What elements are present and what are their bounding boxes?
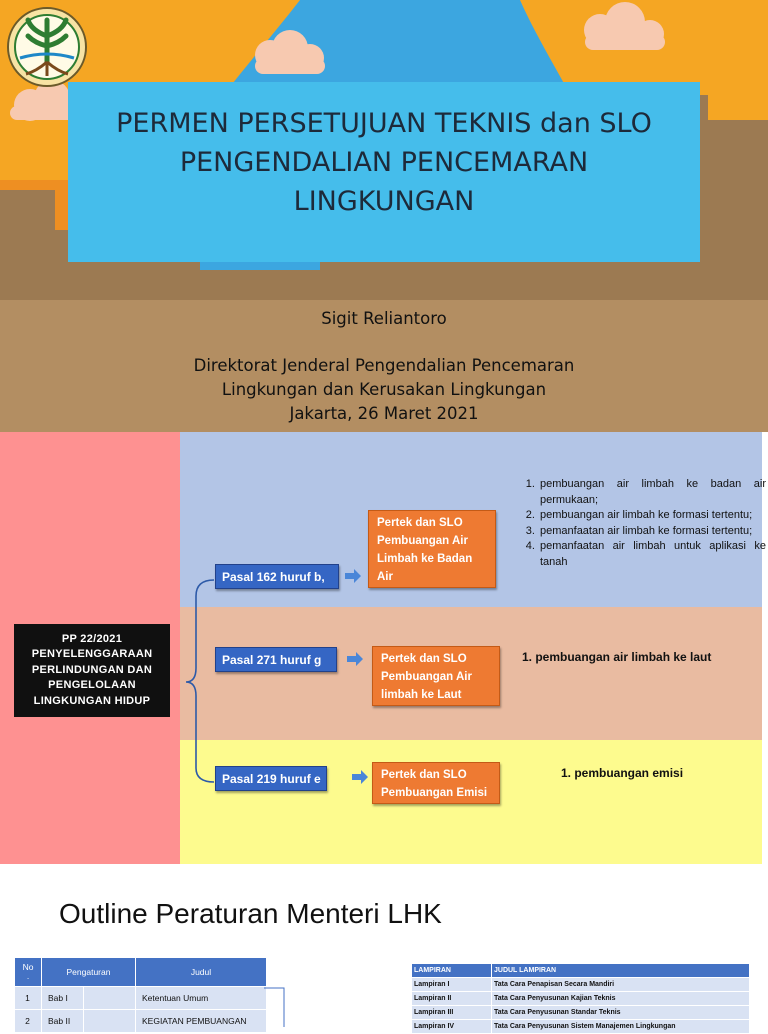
sea-discharge-item: 1. pembuangan air limbah ke laut bbox=[522, 650, 712, 664]
title-line: PERMEN PERSETUJUAN TEKNIS dan SLO bbox=[116, 108, 652, 139]
pasal-162-box: Pasal 162 huruf b, bbox=[215, 564, 339, 589]
pertek-line: Pembuangan Emisi bbox=[381, 787, 488, 799]
pp-22-2021-box bbox=[14, 624, 170, 717]
pp-box-line: PENYELENGGARAAN bbox=[31, 648, 153, 661]
column-header: LAMPIRAN bbox=[412, 964, 492, 978]
table-cell: Lampiran II bbox=[412, 992, 492, 1006]
pertek-line: Air bbox=[377, 571, 393, 583]
table-cell: Tata Cara Penapisan Secara Mandiri bbox=[492, 978, 750, 992]
outline-slide bbox=[0, 864, 768, 1030]
table-cell: KEGIATAN PEMBUANGAN bbox=[136, 1010, 267, 1033]
pp-box-line: PP 22/2021 bbox=[61, 632, 123, 645]
table-cell: Lampiran I bbox=[412, 978, 492, 992]
table-header-row bbox=[412, 964, 750, 978]
organization-line: Lingkungan dan Kerusakan Lingkungan bbox=[221, 380, 547, 399]
table-cell: 1 bbox=[15, 987, 42, 1010]
presentation-date: Jakarta, 26 Maret 2021 bbox=[289, 404, 479, 423]
table-header-row bbox=[15, 958, 267, 987]
bracket-connector bbox=[262, 987, 288, 1027]
pertek-sea-box bbox=[372, 646, 500, 706]
table-row bbox=[412, 1006, 750, 1020]
table-row bbox=[412, 992, 750, 1006]
column-header: Pengaturan bbox=[42, 958, 136, 987]
pertek-line: Pertek dan SLO bbox=[381, 653, 467, 665]
pertek-line: Limbah ke Badan bbox=[377, 553, 473, 565]
list-item: 1. pembuangan air limbah ke badan air permukaan; bbox=[538, 477, 766, 508]
table-row bbox=[412, 978, 750, 992]
table-cell: Bab II bbox=[42, 1010, 84, 1033]
column-header: JUDUL LAMPIRAN bbox=[492, 964, 750, 978]
list-item: 2. pembuangan air limbah ke formasi tertentu; bbox=[538, 508, 766, 524]
title-line: PENGENDALIAN PENCEMARAN bbox=[179, 147, 589, 178]
arrow-right-icon bbox=[345, 569, 361, 583]
presentation-title bbox=[68, 104, 700, 221]
organization-line: Direktorat Jenderal Pengendalian Pencemaran bbox=[193, 356, 575, 375]
table-cell: Tata Cara Penyusunan Standar Teknis bbox=[492, 1006, 750, 1020]
table-cell: Tata Cara Penyusunan Sistem Manajemen Lingkungan bbox=[492, 1020, 750, 1034]
outline-title: Outline Peraturan Menteri LHK bbox=[59, 898, 442, 929]
pertek-line: Pertek dan SLO bbox=[377, 517, 463, 529]
pertek-water-box bbox=[368, 510, 496, 588]
pertek-line: limbah ke Laut bbox=[381, 689, 462, 701]
pp-box-line: PERLINDUNGAN DAN bbox=[31, 663, 153, 676]
pertek-line: Pertek dan SLO bbox=[381, 769, 467, 781]
table-cell: 2 bbox=[15, 1010, 42, 1033]
outline-table bbox=[14, 957, 267, 1033]
table-row bbox=[15, 1010, 267, 1033]
pertek-emission-box bbox=[372, 762, 500, 804]
regulation-diagram-slide bbox=[0, 432, 768, 864]
table-cell: Ketentuan Umum bbox=[136, 987, 267, 1010]
column-header: Judul bbox=[136, 958, 267, 987]
emission-item: 1. pembuangan emisi bbox=[561, 766, 684, 780]
title-line: LINGKUNGAN bbox=[293, 186, 475, 217]
pasal-219-box: Pasal 219 huruf e bbox=[215, 766, 327, 791]
pasal-271-box: Pasal 271 huruf g bbox=[215, 647, 337, 672]
arrow-right-icon bbox=[347, 652, 363, 666]
table-row bbox=[15, 987, 267, 1010]
author-name: Sigit Reliantoro bbox=[321, 309, 447, 328]
table-cell: Bab I bbox=[42, 987, 84, 1010]
pp-box-line: PENGELOLAAN bbox=[48, 679, 136, 692]
list-item: 3. pemanfaatan air limbah ke formasi tertentu; bbox=[538, 524, 766, 540]
pertek-line: Pembuangan Air bbox=[377, 535, 468, 547]
table-cell: Lampiran IV bbox=[412, 1020, 492, 1034]
table-row bbox=[412, 1020, 750, 1034]
table-cell: Tata Cara Penyusunan Kajian Teknis bbox=[492, 992, 750, 1006]
arrow-right-icon bbox=[352, 770, 368, 784]
water-discharge-list bbox=[520, 477, 766, 570]
presentation-title-box bbox=[68, 82, 700, 262]
lampiran-table bbox=[411, 963, 750, 1034]
brace-connector bbox=[180, 572, 220, 792]
table-cell bbox=[84, 987, 136, 1010]
ministry-logo-icon bbox=[6, 6, 88, 88]
list-item: 4. pemanfaatan air limbah untuk aplikasi ke tanah bbox=[538, 539, 766, 570]
table-cell bbox=[84, 1010, 136, 1033]
table-cell: Lampiran III bbox=[412, 1006, 492, 1020]
column-header: No . bbox=[15, 958, 42, 987]
title-slide bbox=[0, 0, 768, 432]
pertek-line: Pembuangan Air bbox=[381, 671, 472, 683]
pp-box-line: LINGKUNGAN HIDUP bbox=[33, 694, 151, 707]
